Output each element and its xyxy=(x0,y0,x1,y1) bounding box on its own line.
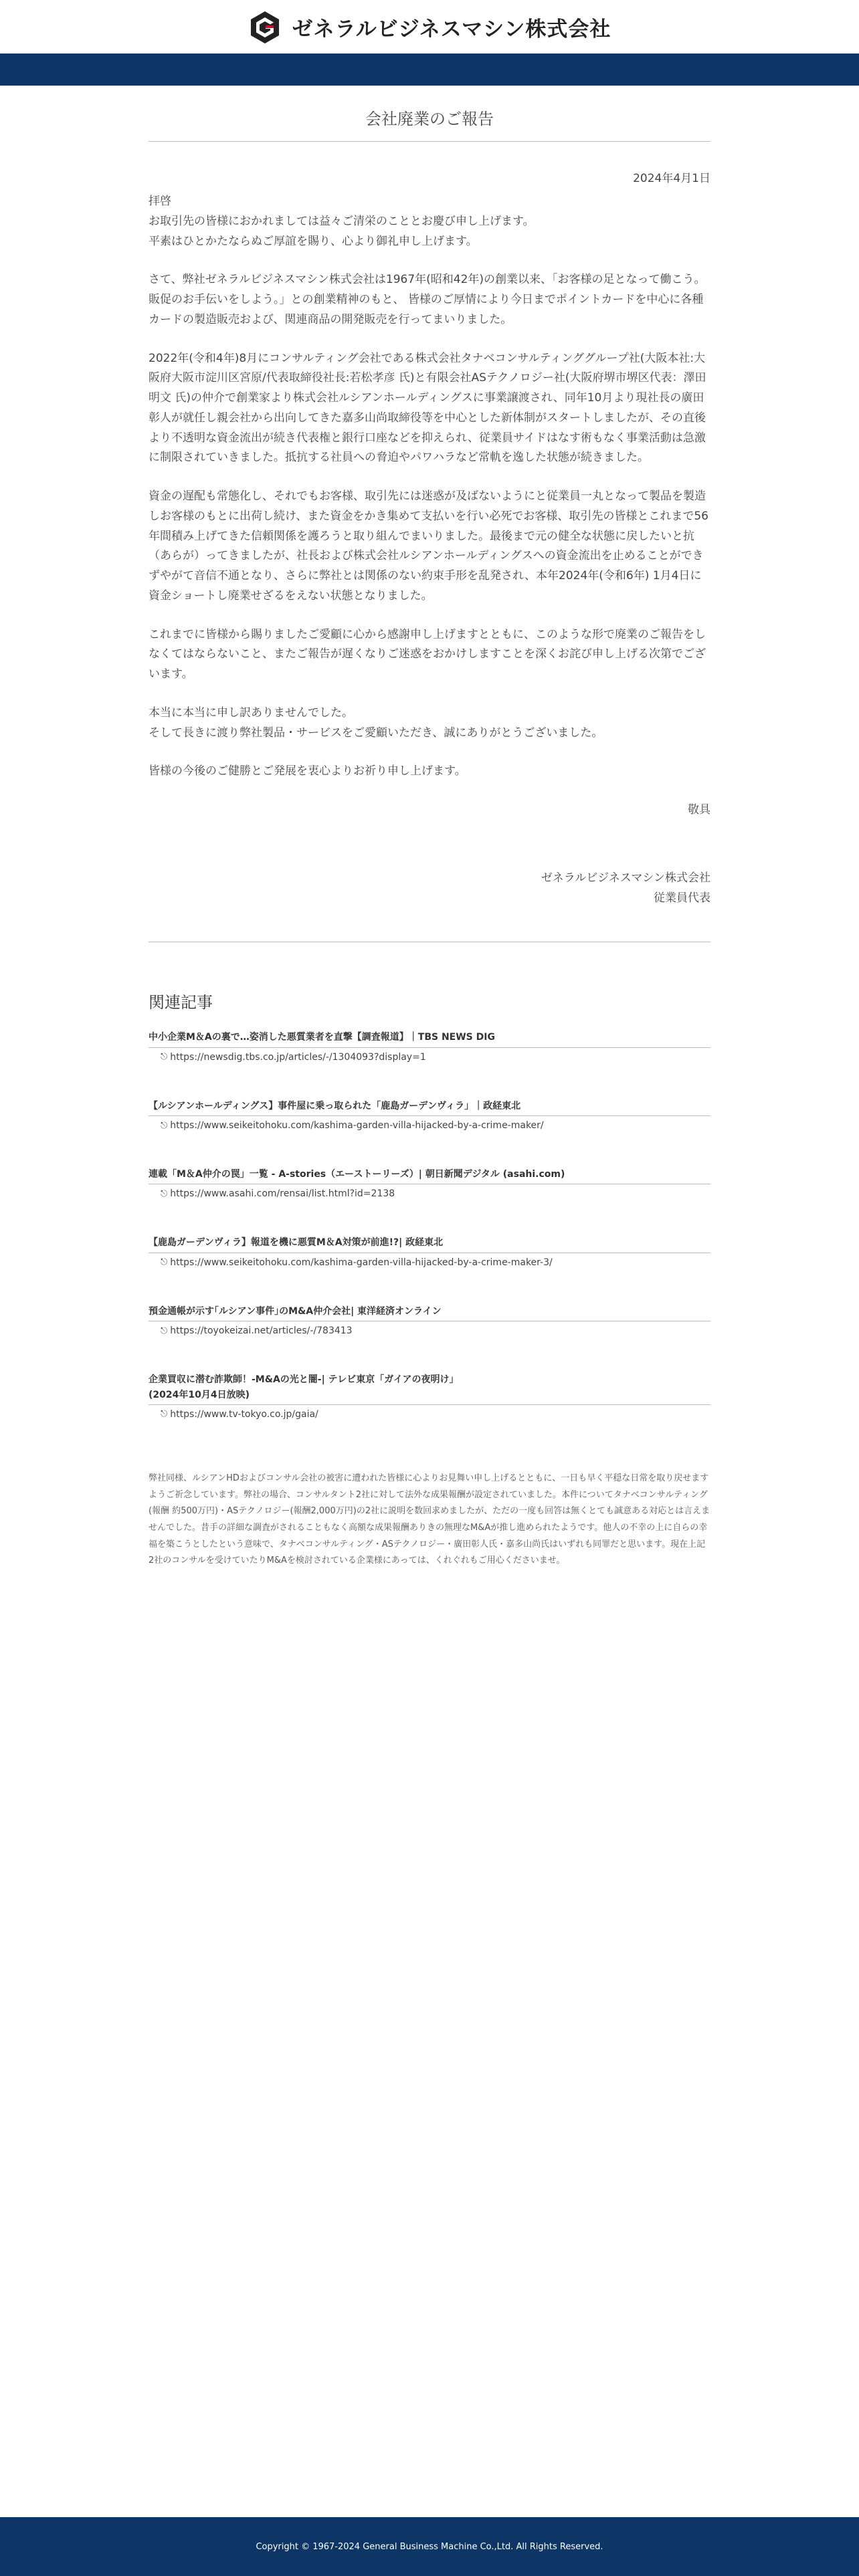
letter-paragraph: 2022年(令和4年)8月にコンサルティング会社である株式会社タナベコンサルティンググループ社(大阪本社:大阪府大阪市淀川区宮原/代表取締役社長:若松孝彦 氏)と有限会社ASテクノロジー社(大阪府堺市堺区代表：澤田明文 氏)の仲介で創業家より株式会社ルシアンホールディングスに事業譲渡され、同年10月より現社長の廣田彰人が就任し親会社から出向してきた嘉多山尚取締役等を中心とした新体制がスタートしましたが、その直後より不透明な資金流出が続き代表権と銀行口座などを抑えられ、従業員サイドはなす術もなく事業活動は急激に制限されていきました。抵抗する社員への脅迫やパワハラなど常軌を逸した状態が続きました。 xyxy=(149,351,706,465)
greeting-line: 平素はひとかたならぬご厚誼を賜り、心より御礼申し上げます。 xyxy=(149,234,478,248)
related-title: 連載「M＆A仲介の罠」一覧 - A-stories（エーストーリーズ）| 朝日新聞デジタル (asahi.com) xyxy=(149,1167,710,1184)
related-title: 中小企業M＆Aの裏で…姿消した悪質業者を直撃【調査報道】｜TBS NEWS DIG xyxy=(149,1030,710,1047)
link-icon: ⎋ xyxy=(161,1257,168,1268)
closing-note: 弊社同様、ルシアンHDおよびコンサル会社の被害に遭われた皆様に心よりお見舞い申し上げるとともに、一日も早く平穏な日常を取り戻せますようご祈念しています。弊社の場合、コンサルタント2社に対して法外な成果報酬が設定されていました。本件についてタナベコンサルティング(報酬 約500万円)・ASテクノロジー(報酬2,000万円)の2社に説明を数回求めましたが、ただの一度も回答は無くとても誠意ある対応とは言えませんでした。昔手の詳細な調査がされることもなく高額な成果報酬ありきの無理なM&Aが推し進められたようです。他人の不幸の上に自らの幸福を築こうとしたという意味で、タナベコンサルティング・ASテクノロジー・廣田彰人氏・嘉多山尚氏はいずれも同罪だと思います。現在上記2社のコンサルを受けていたりM&Aを検討されている企業様にあっては、くれぐれもご用心くださいませ。 xyxy=(149,1473,710,1566)
related-url[interactable]: https://newsdig.tbs.co.jp/articles/-/1304093?display=1 xyxy=(170,1051,426,1063)
related-link[interactable] xyxy=(149,1409,710,1420)
link-icon: ⎋ xyxy=(161,1052,168,1063)
link-icon: ⎋ xyxy=(161,1409,168,1420)
related-heading: 関連記事 xyxy=(149,993,213,1012)
related-link[interactable] xyxy=(149,1052,710,1063)
site-footer xyxy=(0,2517,859,2576)
related-link[interactable] xyxy=(149,1188,710,1199)
related-title: 預金通帳が示す｢ルシアン事件｣のM&A仲介会社| 東洋経済オンライン xyxy=(149,1304,710,1321)
letter-body xyxy=(149,192,710,908)
letter-paragraph: 資金の遅配も常態化し、それでもお客様、取引先には迷惑が及ばないようにと従業員一丸となって製品を製造しお客様のもとに出荷し続け、また資金をかき集めて支払いを行い必死でお客様、取引先の皆様とこれまで56年間積み上げてきた信頼関係を護ろうと取り組んでまいりました。最後まで元の健全な状態に戻したいと抗（あらが）ってきましたが、社長および株式会社ルシアンホールディングスへの資金流出を止めることができずやがて音信不通となり、さらに弊社とは関係のない約束手形を乱発され、本年2024年(令和6年) 1月4日に資金ショートし廃業せざるをえない状態となりました。 xyxy=(149,490,708,603)
company-name: ゼネラルビジネスマシン株式会社 xyxy=(292,17,611,41)
related-item xyxy=(149,1099,710,1131)
copyright-text: Copyright © 1967-2024 General Business Machine Co.,Ltd. All Rights Reserved. xyxy=(256,2541,603,2552)
signature-role: 従業員代表 xyxy=(654,891,710,905)
related-item xyxy=(149,1167,710,1199)
related-item xyxy=(149,1304,710,1336)
letter-paragraph: 皆様の今後のご健勝とご発展を衷心よりお祈り申し上げます。 xyxy=(149,764,466,778)
related-title: 【鹿島ガーデンヴィラ】報道を機に悪質M＆A対策が前進!?| 政経東北 xyxy=(149,1235,710,1253)
related-link[interactable] xyxy=(149,1325,710,1336)
related-link[interactable] xyxy=(149,1120,710,1131)
letter-paragraph: 本当に本当に申し訳ありませんでした。 そして長きに渡り弊社製品・サービスをご愛顧いただき、誠にありがとうございました。 xyxy=(149,706,603,740)
letter-date: 2024年4月1日 xyxy=(633,172,710,185)
greeting-line: お取引先の皆様におかれましては益々ご清栄のこととお慶び申し上げます。 xyxy=(149,214,535,228)
page-title: 会社廃業のご報告 xyxy=(149,106,710,142)
related-url[interactable]: https://www.seikeitohoku.com/kashima-garden-villa-hijacked-by-a-crime-maker-3/ xyxy=(170,1257,553,1268)
greeting-block xyxy=(149,192,710,251)
related-url[interactable]: https://www.seikeitohoku.com/kashima-garden-villa-hijacked-by-a-crime-maker/ xyxy=(170,1120,544,1132)
related-link[interactable] xyxy=(149,1257,710,1268)
related-title: 【ルシアンホールディングス】事件屋に乗っ取られた「鹿島ガーデンヴィラ」｜政経東北 xyxy=(149,1099,710,1116)
related-item xyxy=(149,1235,710,1267)
nav-bar xyxy=(0,53,859,86)
closing: 敬具 xyxy=(688,803,710,817)
related-item xyxy=(149,1030,710,1062)
greeting-line: 拝啓 xyxy=(149,195,171,208)
related-url[interactable]: https://toyokeizai.net/articles/-/783413 xyxy=(170,1325,353,1337)
link-icon: ⎋ xyxy=(161,1120,168,1131)
link-icon: ⎋ xyxy=(161,1188,168,1199)
related-url[interactable]: https://www.asahi.com/rensai/list.html?id=2138 xyxy=(170,1188,395,1200)
site-header xyxy=(0,0,859,53)
company-logo-icon[interactable] xyxy=(248,10,282,43)
related-title: 企業買収に潜む詐欺師！-M&Aの光と闇-| テレビ東京「ガイアの夜明け」 (2024年10月4日放映) xyxy=(149,1372,710,1405)
signature-company: ゼネラルビジネスマシン株式会社 xyxy=(541,871,710,885)
link-icon: ⎋ xyxy=(161,1325,168,1336)
letter-paragraph: さて、弊社ゼネラルビジネスマシン株式会社は1967年(昭和42年)の創業以来、「お客様の足となって働こう。販促のお手伝いをしよう。」との創業精神のもと、 皆様のご厚情により今日までポイントカードを中心に各種カードの製造販売および、関連商品の開発販売を行ってまいりました。 xyxy=(149,273,706,326)
related-item xyxy=(149,1372,710,1420)
main-content xyxy=(149,106,710,1570)
related-list xyxy=(149,1030,710,1420)
related-url[interactable]: https://www.tv-tokyo.co.jp/gaia/ xyxy=(170,1408,318,1420)
letter-paragraph: これまでに皆様から賜りましたご愛顧に心から感謝申し上げますとともに、このような形で廃業のご報告をしなくてはならないこと、またご報告が遅くなりご迷惑をおかけしますことを深くお詫び申し上げる次第でございます。 xyxy=(149,627,706,681)
